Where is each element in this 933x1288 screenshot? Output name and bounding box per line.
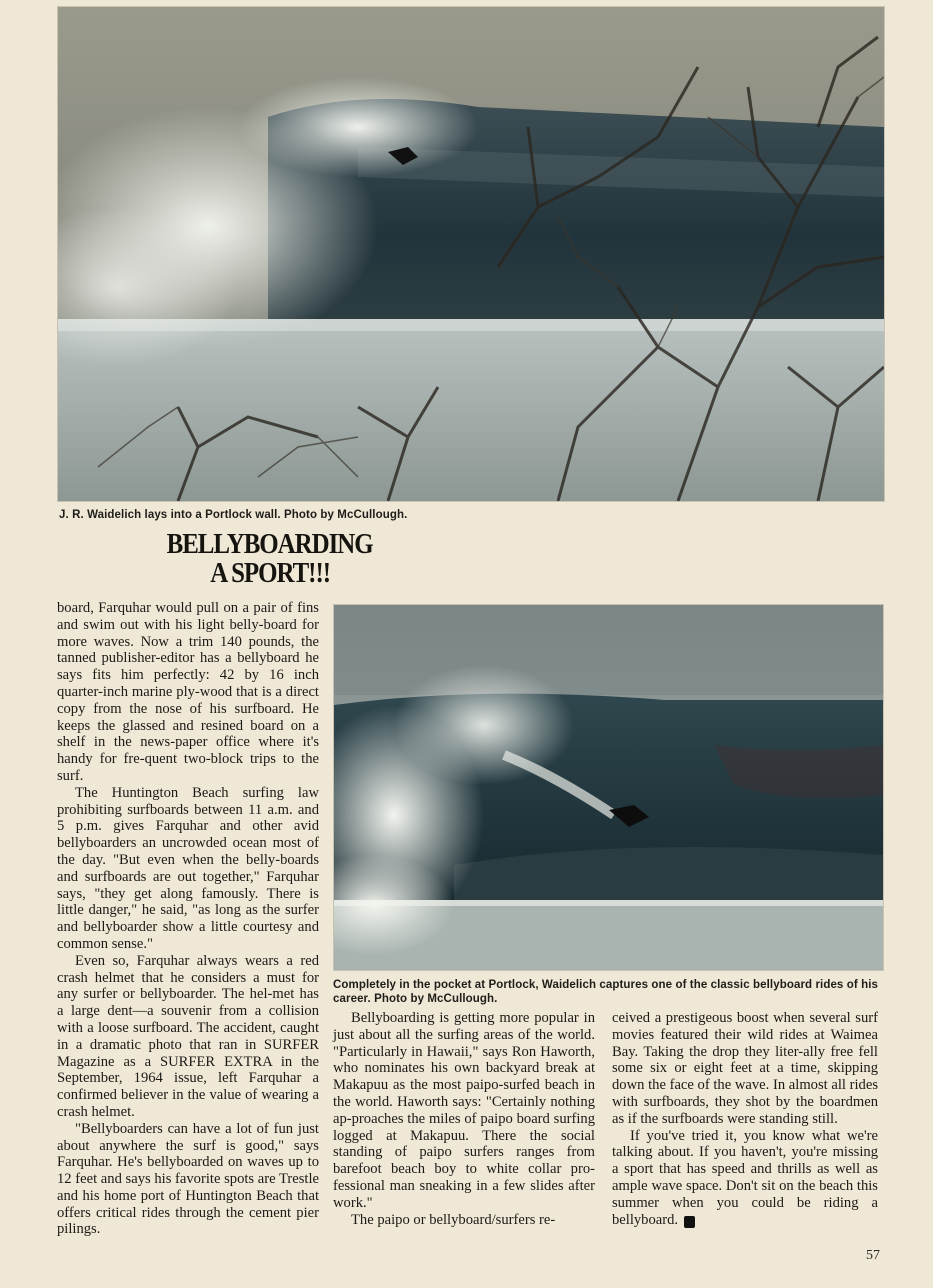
paragraph: ceived a prestigeous boost when several surf movies featured their wild rides at Waimea Bay. Taking the drop they liter-ally free fell some six or eight feet at a time, skipping down the face of the wave. In almost all rides with surfboards, they shot by the boardmen as if the surfboards were standing still. (612, 1010, 878, 1127)
paragraph: The paipo or bellyboard/surfers re- (351, 1211, 556, 1228)
paragraph: "Bellyboarders can have a lot of fun just about anywhere the surf is good," says Farquhar. He's bellyboarded on waves up to 12 feet and says his favorite spots are Trestle and his home port of Huntington Beach that offers critical rides through the cement pier pilings. (57, 1120, 319, 1238)
article-title (166, 528, 373, 589)
paragraph (612, 1128, 878, 1229)
paragraph: The Huntington Beach surfing law prohibiting surfboards between 11 a.m. and 5 p.m. gives Farquhar and other avid bellyboarders an uncrowded ocean most of the day. "But even when the belly-boards and surfboards are out together," Farquhar says, "they get along famously. There is little danger," he said, "as long as the surfer and bellyboarder show a little courtesy and common sense." (57, 784, 319, 952)
middle-wave-photo (333, 604, 884, 971)
right-text-column (612, 1010, 878, 1228)
middle-text-column (333, 1010, 595, 1228)
closing-paragraph-text: If you've tried it, you know what we're talking about. If you haven't, you're missing a sport that has speed and thrills as well as ample wave space. Don't sit on the beach this summer when you could be riding a bellyboard. (612, 1127, 878, 1228)
page-number: 57 (866, 1248, 880, 1263)
title-line-1: BELLYBOARDING (166, 528, 373, 560)
left-text-column (57, 600, 319, 1238)
wave-photo-illustration (334, 605, 883, 970)
middle-photo-caption: Completely in the pocket at Portlock, Waidelich captures one of the classic bellyboard rides of his career. Photo by McCullough. (333, 979, 878, 1005)
top-photo-caption: J. R. Waidelich lays into a Portlock wall. Photo by McCullough. (59, 509, 408, 521)
paragraph: Even so, Farquhar always wears a red crash helmet that he considers a must for any surfer or bellyboarder. The hel-met has a large dent—a souvenir from a collision with a loose surfboard. The accident, caught in a dramatic photo that ran in SURFER Magazine as a SURFER EXTRA in the September, 1964 issue, left Farquhar a confirmed believer in the value of wearing a crash helmet. (57, 952, 319, 1120)
title-line-2: A SPORT!!! (210, 557, 330, 589)
paragraph: board, Farquhar would pull on a pair of fins and swim out with his light belly-board for more waves. Now a trim 140 pounds, the tanned publisher-editor has a bellyboard he says fits him perfectly: 42 by 16 inch quarter-inch marine ply-wood that is a direct copy from the nose of his surfboard. He keeps the glassed and resined board on a shelf in the news-paper office where it's handy for fre-quent two-block trips to the surf. (57, 600, 319, 784)
wave-photo-illustration (58, 7, 884, 501)
paragraph: Bellyboarding is getting more popular in just about all the surfing areas of the world. "Particularly in Hawaii," says Ron Haworth, who nominates his own backyard break at Makapuu as the most paipo-surfed beach in the world. Haworth says: "Certainly nothing ap-proaches the miles of paipo board surfing logged at Makapuu. There the social standing of paipo surfers ranges from barefoot beach boy to white collar pro-fessional man sneaking in a few slides after work." (333, 1010, 595, 1211)
top-wave-photo (57, 6, 885, 502)
end-of-article-icon: S (684, 1216, 695, 1228)
